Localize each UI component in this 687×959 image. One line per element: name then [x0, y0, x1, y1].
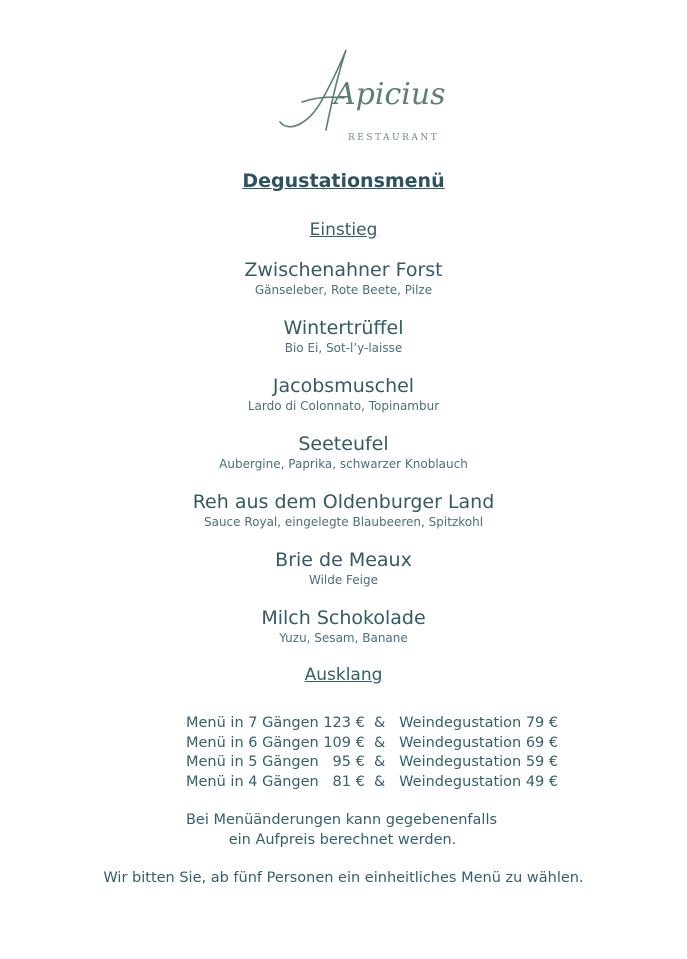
- course-name: Reh aus dem Oldenburger Land: [192, 491, 495, 513]
- price-row: Menü in 5 Gängen 95 € & Weindegustation 59 €: [186, 754, 559, 770]
- course-name: Jacobsmuschel: [272, 375, 415, 397]
- price-row: Menü in 7 Gängen 123 € & Weindegustation 79 €: [186, 715, 559, 731]
- course-item: [0, 374, 687, 414]
- section-heading-end: Ausklang: [304, 665, 383, 685]
- course-name: Zwischenahner Forst: [244, 259, 443, 281]
- course-description: Aubergine, Paprika, schwarzer Knoblauch: [219, 457, 468, 471]
- course-item: [0, 606, 687, 646]
- course-item: [0, 258, 687, 298]
- course-item: [0, 432, 687, 472]
- course-item: [0, 316, 687, 356]
- course-description: Yuzu, Sesam, Banane: [279, 631, 408, 645]
- group-menu-note: Wir bitten Sie, ab fünf Personen ein einheitliches Menü zu wählen.: [103, 870, 584, 886]
- course-description: Lardo di Colonnato, Topinambur: [247, 399, 440, 413]
- course-name: Seeteufel: [298, 433, 389, 455]
- course-name: Wintertrüffel: [283, 317, 404, 339]
- course-description: Bio Ei, Sot-l’y-laisse: [284, 341, 403, 355]
- logo-name: Apicius: [334, 77, 446, 112]
- course-item: [0, 490, 687, 530]
- price-row: Menü in 4 Gängen 81 € & Weindegustation 49 €: [186, 773, 559, 790]
- section-heading-start: Einstieg: [309, 220, 378, 240]
- price-list: [186, 714, 558, 792]
- course-name: Milch Schokolade: [261, 607, 426, 629]
- course-item: [0, 548, 687, 588]
- course-description: Gänseleber, Rote Beete, Pilze: [254, 283, 433, 297]
- course-name: Brie de Meaux: [275, 549, 412, 571]
- price-row: Menü in 6 Gängen 109 € & Weindegustation 69 €: [186, 734, 559, 751]
- restaurant-logo: [262, 42, 446, 147]
- menu-change-note: ein Aufpreis berechnet werden.: [228, 832, 457, 848]
- menu-change-note: Bei Menüänderungen kann gegebenenfalls: [185, 812, 498, 828]
- menu-title: Degustationsmenü: [242, 170, 445, 192]
- logo-subtitle: RESTAURANT: [348, 133, 440, 143]
- course-description: Wilde Feige: [308, 573, 379, 587]
- course-description: Sauce Royal, eingelegte Blaubeeren, Spitzkohl: [203, 515, 484, 529]
